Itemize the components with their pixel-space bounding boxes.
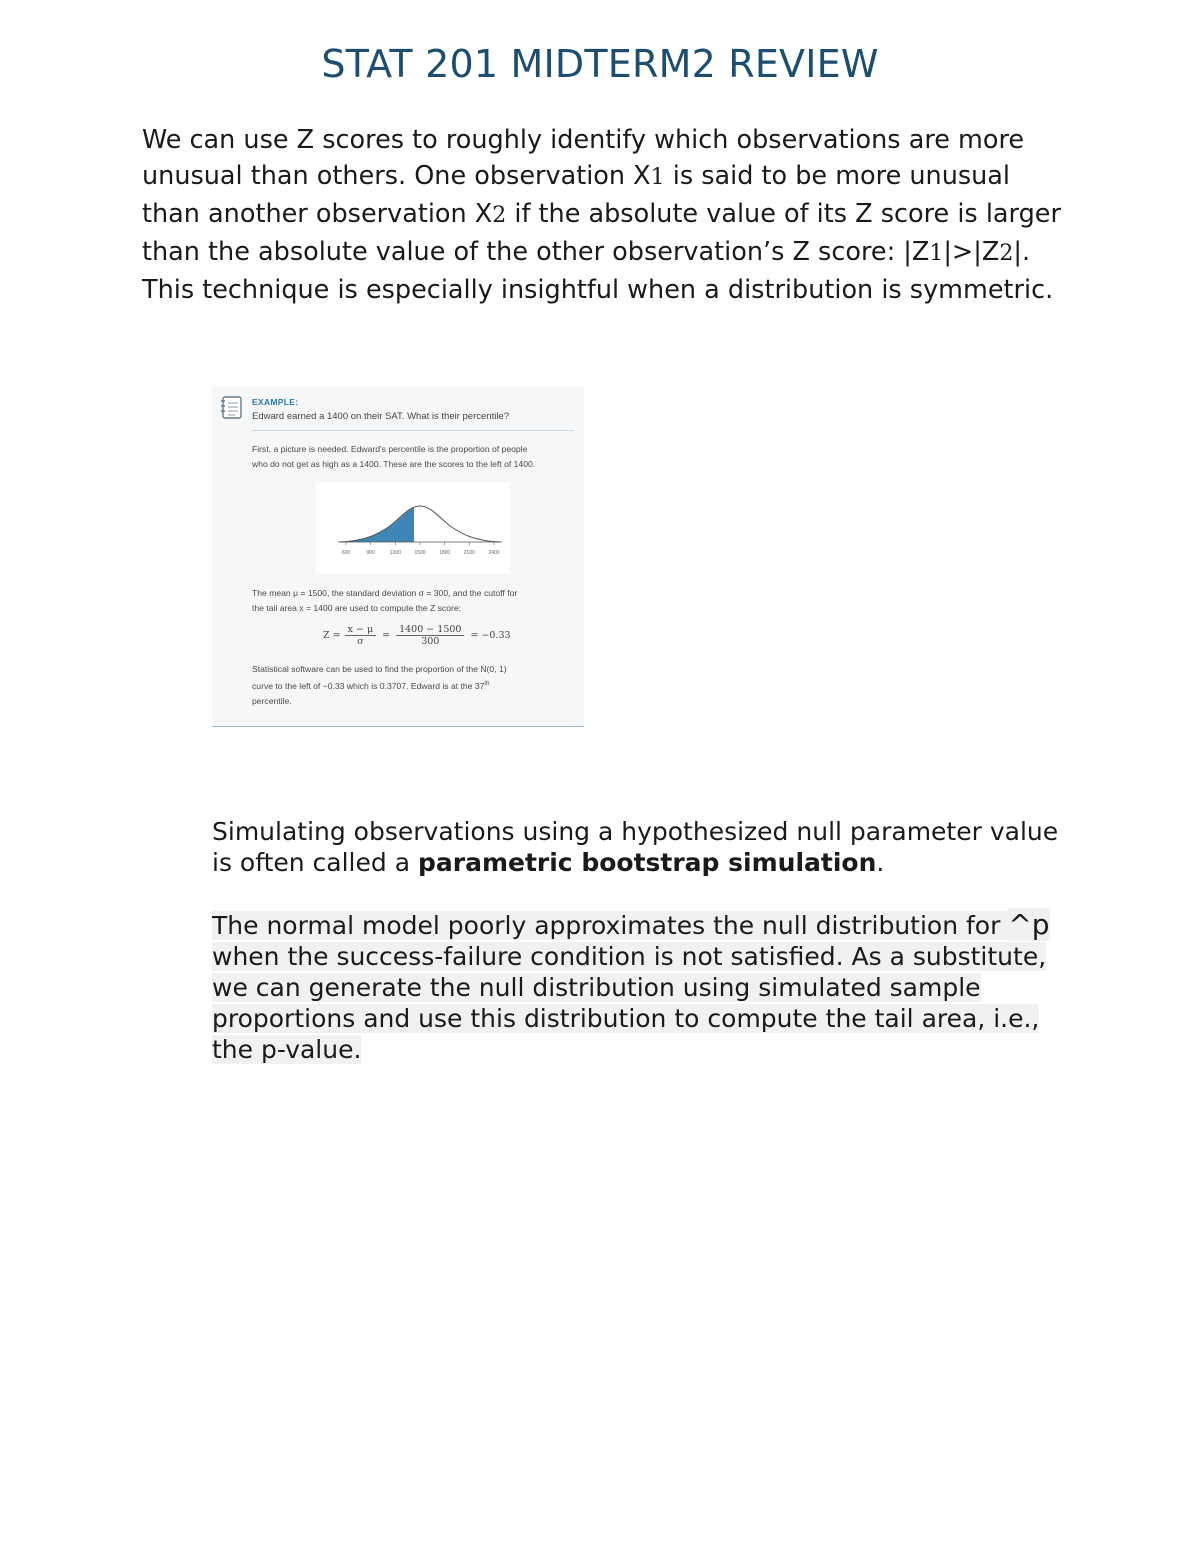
step1-line2: who do not get as high as a 1400. These are the scores to the left of 1400. <box>252 459 536 469</box>
step3-line2-wrap <box>252 677 578 694</box>
axis-tick-label: 600 <box>341 550 351 556</box>
para3-text-2: when the success-failure condition is not satisfied. As a substitute, we can generate the null distribution using simulated sample proportions and use this distribution to compute the tail area, i.e., the p-value. <box>212 942 1047 1064</box>
shaded-left-tail <box>340 507 414 542</box>
axis-tick-label: 900 <box>366 550 375 556</box>
normal-curve <box>340 506 500 542</box>
formula-lhs: Z = <box>323 630 341 641</box>
formula-frac1-num: x − μ <box>345 624 377 636</box>
example-image <box>212 386 584 727</box>
step2-line1: The mean μ = 1500, the standard deviation σ = 300, and the cutoff for <box>252 588 518 598</box>
subscript-2: 2 <box>492 203 507 228</box>
subscript-4: 2 <box>999 241 1014 266</box>
para3-text-1: The normal model poorly approximates the null distribution for <box>212 911 1009 940</box>
axis-tick-label: 2100 <box>463 550 475 556</box>
step3-sup: th <box>484 681 490 687</box>
axis-tick-label: 1500 <box>414 550 426 556</box>
formula-frac2-num: 1400 − 1500 <box>396 624 464 636</box>
normal-curve-svg <box>316 482 510 574</box>
step2-line2: the tail area x = 1400 are used to compute the Z score: <box>252 603 461 613</box>
bootstrap-paragraph <box>212 816 1072 878</box>
step3-line1: Statistical software can be used to find the proportion of the N(0, 1) <box>252 664 507 674</box>
para2-text: Simulating observations using a hypothesized null parameter value is often called a <box>212 817 1059 877</box>
para1-text-5: |. This technique is especially insightful when a distribution is symmetric. <box>142 237 1054 305</box>
page-title: STAT 201 MIDTERM2 REVIEW <box>321 42 879 86</box>
para1-text-2: is said to be more unusual than another observation X <box>142 161 1011 229</box>
example-divider <box>252 430 574 431</box>
example-step1 <box>252 442 578 472</box>
para2-end: . <box>876 848 885 877</box>
null-distribution-paragraph <box>212 909 1072 1065</box>
example-step3 <box>252 662 578 709</box>
normal-curve-figure <box>316 482 510 574</box>
axis-tick-label: 1800 <box>439 550 451 556</box>
step3-line3: percentile. <box>252 695 292 706</box>
axis-tick-label: 2400 <box>488 550 500 556</box>
example-step2 <box>252 586 578 616</box>
notebook-icon <box>218 394 244 420</box>
formula-frac1-den: σ <box>357 636 364 647</box>
formula-frac2-den: 300 <box>421 636 440 647</box>
axis-tick-label: 1200 <box>389 550 401 556</box>
subscript-1: 1 <box>650 165 665 190</box>
para1-text-1: We can use Z scores to roughly identify which observations are more unusual than others. One observation X <box>142 125 1025 191</box>
para2-bold-term: parametric bootstrap simulation <box>417 848 877 877</box>
step3-line2: curve to the left of −0.33 which is 0.3707. Edward is at the 37 <box>252 680 485 691</box>
z-formula <box>322 624 512 647</box>
z-score-paragraph <box>142 122 1072 308</box>
formula-result: = −0.33 <box>470 630 511 641</box>
p-hat-symbol: ^p <box>1008 908 1050 941</box>
formula-eq: = <box>382 630 391 641</box>
para1-text-4: |>|Z <box>943 237 1000 267</box>
step1-line1: First, a picture is needed. Edward's percentile is the proportion of people <box>252 444 528 454</box>
example-label: EXAMPLE: <box>252 397 299 407</box>
example-question: Edward earned a 1400 on their SAT. What is their percentile? <box>252 411 509 422</box>
subscript-3: 1 <box>929 241 944 266</box>
para1-text-3: if the absolute value of its Z score is larger than the absolute value of the other observation’s Z score: |Z <box>142 199 1061 267</box>
